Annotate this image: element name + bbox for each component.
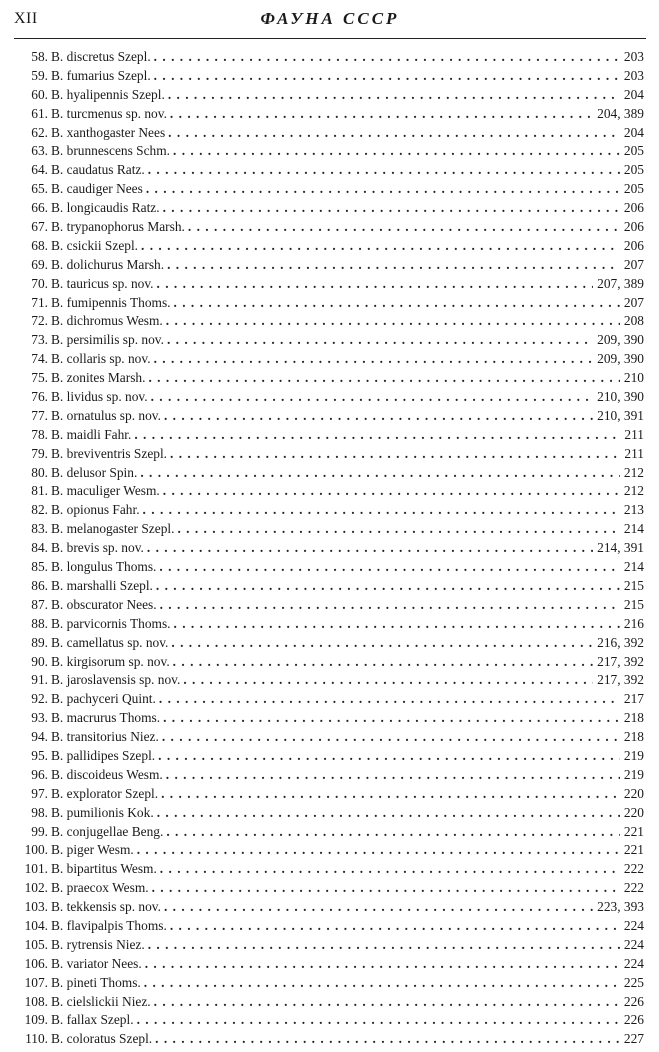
page-number: XII (14, 10, 38, 27)
entry-number: 110. (25, 1031, 48, 1047)
dot-leader (170, 445, 620, 464)
index-entry (14, 86, 644, 105)
entry-number: 90. (31, 653, 48, 669)
entry-number: 63. (31, 143, 48, 159)
entry-number: 69. (31, 256, 48, 272)
entry-page-number: 221 (623, 823, 644, 839)
entry-species-name: B. macrurus Thoms. (51, 710, 161, 726)
index-entry (14, 294, 644, 313)
index-entry (14, 539, 644, 558)
entry-species-name: B. discoideus Wesm. (51, 766, 163, 782)
dot-leader (160, 860, 620, 879)
dot-leader (151, 388, 594, 407)
entry-species-name: B. csickii Szepl. (51, 237, 139, 253)
entry-page-number: 206 (623, 219, 644, 235)
entry-page-number: 222 (623, 880, 644, 896)
entry-page-number: 216, 392 (597, 634, 644, 650)
entry-species-name: B. pachyceri Quint. (51, 691, 156, 707)
entry-page-number: 207 (623, 294, 644, 310)
entry-species-name: B. variator Nees. (51, 955, 142, 971)
entry-species-name: B. obscurator Nees. (51, 596, 157, 612)
dot-leader (159, 690, 620, 709)
entry-number: 104. (24, 917, 48, 933)
entry-page-number: 210 (623, 370, 644, 386)
entry-species-name: B. praecox Wesm. (51, 880, 149, 896)
index-entry (14, 577, 644, 596)
entry-species-name: B. fumipennis Thoms. (51, 294, 171, 310)
entry-number: 96. (31, 766, 48, 782)
index-entry (14, 596, 644, 615)
entry-species-name: B. pallidipes Szepl. (51, 747, 156, 763)
entry-number: 60. (31, 86, 48, 102)
entry-number: 106. (24, 955, 48, 971)
entry-page-number: 204 (623, 124, 644, 140)
entry-species-name: B. fumarius Szepl. (51, 67, 151, 83)
entry-number: 82. (31, 502, 48, 518)
index-entry (14, 841, 644, 860)
dot-leader (166, 312, 620, 331)
index-entry (14, 407, 644, 426)
entry-species-name: B. camellatus sp. nov. (51, 634, 169, 650)
index-entry (14, 766, 644, 785)
index-entry (14, 445, 644, 464)
index-entry (14, 275, 644, 294)
entry-number: 103. (24, 899, 48, 915)
index-entry (14, 67, 644, 86)
index-entry (14, 237, 644, 256)
dot-leader (157, 275, 594, 294)
index-entry (14, 615, 644, 634)
entry-page-number: 219 (623, 766, 644, 782)
entry-number: 85. (31, 559, 48, 575)
entry-page-number: 223, 393 (597, 899, 644, 915)
entry-page-number: 205 (623, 181, 644, 197)
entry-species-name: B. melanogaster Szepl. (51, 521, 175, 537)
entry-number: 62. (31, 124, 48, 140)
entry-page-number: 219 (623, 747, 644, 763)
entry-species-name: B. longicaudis Ratz. (51, 200, 160, 216)
entry-page-number: 214, 391 (597, 540, 644, 556)
entry-page-number: 226 (623, 993, 644, 1009)
dot-leader (147, 539, 593, 558)
entry-page-number: 224 (623, 917, 644, 933)
dot-leader (146, 180, 620, 199)
index-entry (14, 520, 644, 539)
dot-leader (174, 294, 620, 313)
dot-leader (152, 879, 620, 898)
entry-page-number: 208 (623, 313, 644, 329)
entry-species-name: B. collaris sp. nov. (51, 351, 151, 367)
entry-species-name: B. cielslickii Niez. (51, 993, 151, 1009)
entry-page-number: 211 (624, 445, 644, 461)
dot-leader (167, 331, 593, 350)
entry-number: 93. (31, 710, 48, 726)
dot-leader (166, 766, 620, 785)
entry-page-number: 214 (623, 521, 644, 537)
entry-number: 67. (31, 219, 48, 235)
entry-species-name: B. delusor Spin. (51, 464, 138, 480)
entry-number: 74. (31, 351, 48, 367)
entry-species-name: B. caudatus Ratz. (51, 162, 145, 178)
index-entry (14, 501, 644, 520)
dot-leader (183, 671, 593, 690)
entry-number: 79. (31, 445, 48, 461)
entry-species-name: B. maculiger Wesm. (51, 483, 160, 499)
dot-leader (154, 67, 620, 86)
entry-page-number: 214 (623, 559, 644, 575)
index-entry (14, 482, 644, 501)
entry-number: 58. (31, 49, 48, 64)
dot-leader (159, 558, 620, 577)
dot-leader (134, 426, 620, 445)
entry-page-number: 204, 389 (597, 105, 644, 121)
entry-number: 86. (31, 577, 48, 593)
dot-leader (161, 785, 620, 804)
entry-number: 73. (31, 332, 48, 348)
entry-page-number: 218 (623, 729, 644, 745)
entry-page-number: 212 (623, 483, 644, 499)
entry-species-name: B. flavipalpis Thoms. (51, 917, 167, 933)
index-entry (14, 331, 644, 350)
running-title: ФАУНА СССР (260, 9, 400, 28)
entry-species-name: B. transitorius Niez. (51, 729, 159, 745)
dot-leader (137, 1011, 620, 1030)
entry-species-name: B. discretus Szepl. (51, 49, 151, 64)
entry-number: 100. (24, 842, 48, 858)
entry-number: 108. (24, 993, 48, 1009)
entry-page-number: 205 (623, 162, 644, 178)
entry-number: 88. (31, 615, 48, 631)
dot-leader (170, 917, 620, 936)
index-entry (14, 218, 644, 237)
dot-leader (154, 350, 594, 369)
dot-leader (166, 823, 620, 842)
page-header (14, 8, 646, 34)
entry-species-name: B. parvicornis Thoms. (51, 615, 171, 631)
entry-number: 78. (31, 426, 48, 442)
dot-leader (143, 501, 620, 520)
index-entry (14, 747, 644, 766)
entry-species-name: B. bipartitus Wesm. (51, 861, 157, 877)
entry-page-number: 207, 389 (597, 275, 644, 291)
dot-leader (173, 653, 593, 672)
entry-number: 83. (31, 521, 48, 537)
entry-page-number: 226 (623, 1012, 644, 1028)
index-entry (14, 634, 644, 653)
index-entry (14, 785, 644, 804)
index-entry (14, 142, 644, 161)
entry-page-number: 220 (623, 804, 644, 820)
entry-number: 87. (31, 596, 48, 612)
entry-number: 81. (31, 483, 48, 499)
entry-page-number: 203 (623, 67, 644, 83)
entry-page-number: 215 (623, 577, 644, 593)
entry-page-number: 216 (623, 615, 644, 631)
dot-leader (168, 124, 620, 143)
entry-species-name: B. brunnescens Schm. (51, 143, 171, 159)
entry-page-number: 218 (623, 710, 644, 726)
entry-page-number: 217, 392 (597, 653, 644, 669)
dot-leader (137, 841, 620, 860)
dot-leader (157, 804, 620, 823)
entry-species-name: B. longulus Thoms. (51, 559, 157, 575)
entry-species-name: B. trypanophorus Marsh. (51, 219, 185, 235)
entry-number: 109. (24, 1012, 48, 1028)
entry-page-number: 213 (623, 502, 644, 518)
entry-page-number: 207 (623, 256, 644, 272)
dot-leader (140, 464, 620, 483)
dot-leader (164, 898, 593, 917)
index-entry (14, 558, 644, 577)
entry-species-name: B. dichromus Wesm. (51, 313, 163, 329)
entry-number: 61. (31, 105, 48, 121)
entry-page-number: 227 (623, 1031, 644, 1047)
entry-species-name: B. piger Wesm. (51, 842, 134, 858)
dot-leader (145, 955, 620, 974)
entry-number: 107. (24, 974, 48, 990)
entry-species-name: B. kirgisorum sp. nov. (51, 653, 170, 669)
entry-page-number: 204 (623, 86, 644, 102)
dot-leader (160, 596, 620, 615)
index-entry (14, 180, 644, 199)
dot-leader (141, 237, 620, 256)
entry-page-number: 225 (623, 974, 644, 990)
index-entry (14, 993, 644, 1012)
dot-leader (156, 577, 620, 596)
dot-leader (144, 974, 620, 993)
entry-page-number: 222 (623, 861, 644, 877)
entry-species-name: B. brevis sp. nov. (51, 540, 144, 556)
entry-species-name: B. breviventris Szepl. (51, 445, 168, 461)
index-entry (14, 823, 644, 842)
dot-leader (163, 709, 620, 728)
entry-species-name: B. tauricus sp. nov. (51, 275, 154, 291)
entry-number: 84. (31, 540, 48, 556)
entry-species-name: B. dolichurus Marsh. (51, 256, 165, 272)
entry-species-name: B. ornatulus sp. nov. (51, 407, 161, 423)
entry-species-name: B. lividus sp. nov. (51, 389, 148, 405)
dot-leader (148, 161, 620, 180)
dot-leader (177, 520, 619, 539)
entry-number: 102. (24, 880, 48, 896)
dot-leader (168, 86, 620, 105)
dot-leader (188, 218, 620, 237)
entry-page-number: 209, 390 (597, 351, 644, 367)
dot-leader (162, 728, 620, 747)
entry-page-number: 220 (623, 785, 644, 801)
index-entry (14, 350, 644, 369)
index-entry (14, 48, 644, 67)
entry-species-name: B. coloratus Szepl. (51, 1031, 153, 1047)
entry-page-number: 206 (623, 237, 644, 253)
entry-species-name: B. fallax Szepl. (51, 1012, 134, 1028)
entry-species-name: B. tekkensis sp. nov. (51, 899, 161, 915)
entry-number: 77. (31, 407, 48, 423)
entry-species-name: B. hyalipennis Szepl. (51, 86, 165, 102)
index-entry (14, 369, 644, 388)
index-entry (14, 860, 644, 879)
entry-number: 80. (31, 464, 48, 480)
index-entry (14, 728, 644, 747)
entry-page-number: 215 (623, 596, 644, 612)
entry-page-number: 205 (623, 143, 644, 159)
index-entry (14, 936, 644, 955)
entry-number: 97. (31, 785, 48, 801)
index-entry (14, 898, 644, 917)
entry-number: 91. (31, 672, 48, 688)
entry-species-name: B. turcmenus sp. nov. (51, 105, 167, 121)
entry-number: 65. (31, 181, 48, 197)
entry-page-number: 206 (623, 200, 644, 216)
dot-leader (148, 936, 620, 955)
dot-leader (167, 256, 620, 275)
index-entry (14, 1030, 644, 1049)
entry-number: 99. (31, 823, 48, 839)
entry-page-number: 209, 390 (597, 332, 644, 348)
entry-species-name: B. pineti Thoms. (51, 974, 141, 990)
index-entry (14, 879, 644, 898)
dot-leader (154, 993, 620, 1012)
index-entry (14, 388, 644, 407)
entry-species-name: B. caudiger Nees (51, 181, 143, 197)
dot-leader (158, 747, 620, 766)
index-entry (14, 671, 644, 690)
entry-number: 75. (31, 370, 48, 386)
index-entry (14, 709, 644, 728)
index-entry (14, 955, 644, 974)
entry-page-number: 224 (623, 936, 644, 952)
index-entry (14, 1011, 644, 1030)
entry-number: 95. (31, 747, 48, 763)
entry-number: 76. (31, 389, 48, 405)
entry-number: 71. (31, 294, 48, 310)
entry-number: 94. (31, 729, 48, 745)
entry-number: 70. (31, 275, 48, 291)
entry-number: 98. (31, 804, 48, 820)
dot-leader (173, 142, 620, 161)
dot-leader (171, 634, 593, 653)
index-entry (14, 199, 644, 218)
index-entry (14, 161, 644, 180)
entry-species-name: B. conjugellae Beng. (51, 823, 164, 839)
entry-page-number: 210, 391 (597, 407, 644, 423)
entry-page-number: 224 (623, 955, 644, 971)
header-rule (14, 38, 646, 39)
index-entry (14, 917, 644, 936)
entry-species-name: B. zonites Marsh. (51, 370, 146, 386)
entry-number: 68. (31, 237, 48, 253)
entry-species-name: B. marshalli Szepl. (51, 577, 153, 593)
entry-number: 59. (31, 67, 48, 83)
entry-number: 72. (31, 313, 48, 329)
index-entry (14, 653, 644, 672)
dot-leader (163, 482, 620, 501)
entry-species-name: B. opionus Fahr. (51, 502, 140, 518)
index-entry (14, 690, 644, 709)
entry-page-number: 203 (623, 49, 644, 64)
entry-number: 105. (24, 936, 48, 952)
entry-page-number: 210, 390 (597, 389, 644, 405)
dot-leader (148, 369, 619, 388)
index-entry (14, 124, 644, 143)
index-entry (14, 312, 644, 331)
entry-species-name: B. pumilionis Kok. (51, 804, 154, 820)
entry-species-name: B. persimilis sp. nov. (51, 332, 164, 348)
index-list (14, 48, 644, 1049)
entry-number: 64. (31, 162, 48, 178)
entry-page-number: 211 (624, 426, 644, 442)
dot-leader (154, 48, 620, 67)
index-entry (14, 256, 644, 275)
entry-page-number: 217, 392 (597, 672, 644, 688)
dot-leader (170, 105, 593, 124)
dot-leader (163, 199, 620, 218)
entry-page-number: 221 (623, 842, 644, 858)
dot-leader (174, 615, 620, 634)
entry-page-number: 212 (623, 464, 644, 480)
entry-page-number: 217 (623, 691, 644, 707)
dot-leader (155, 1030, 620, 1049)
entry-species-name: B. rytrensis Niez. (51, 936, 145, 952)
index-entry (14, 974, 644, 993)
index-entry (14, 105, 644, 124)
entry-species-name: B. xanthogaster Nees (51, 124, 166, 140)
dot-leader (164, 407, 593, 426)
index-entry (14, 464, 644, 483)
index-entry (14, 804, 644, 823)
entry-number: 89. (31, 634, 48, 650)
entry-species-name: B. explorator Szepl. (51, 785, 159, 801)
entry-species-name: B. maidli Fahr. (51, 426, 132, 442)
entry-number: 66. (31, 200, 48, 216)
entry-species-name: B. jaroslavensis sp. nov. (51, 672, 181, 688)
index-entry (14, 426, 644, 445)
entry-number: 101. (24, 861, 48, 877)
entry-number: 92. (31, 691, 48, 707)
